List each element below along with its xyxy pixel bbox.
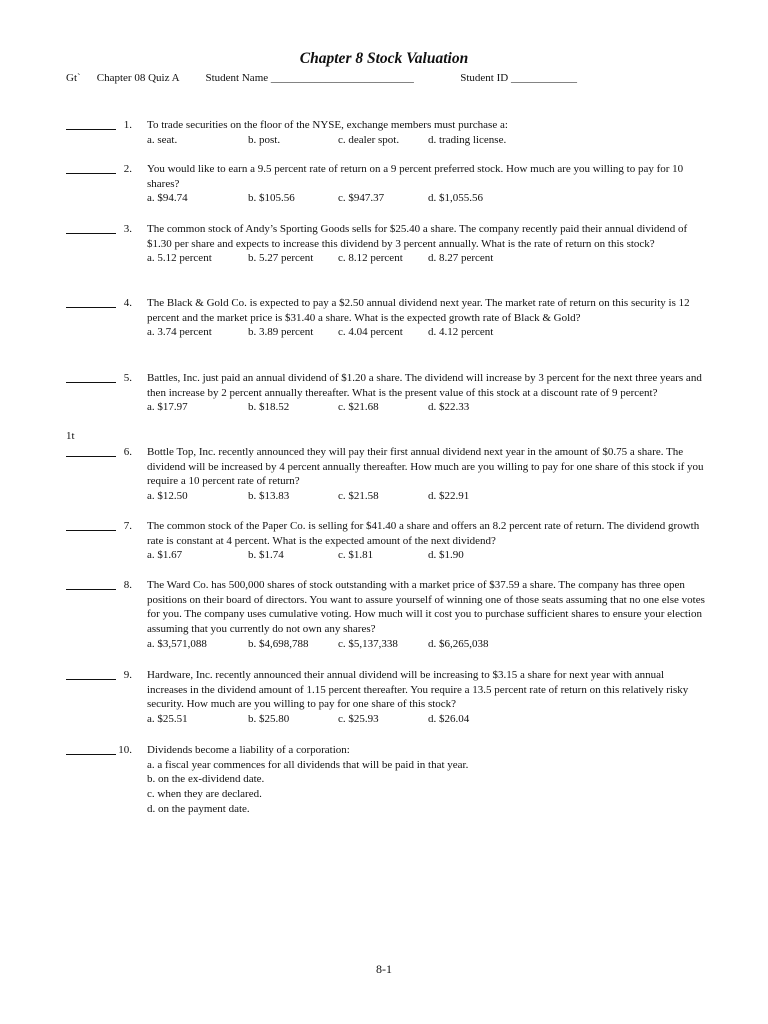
- answer-blank[interactable]: [66, 668, 116, 680]
- question-number: 1.: [123, 119, 132, 131]
- option-c: c. $21.68: [338, 401, 379, 414]
- quiz-header: [66, 72, 577, 84]
- option-a: a. $17.97: [147, 401, 188, 414]
- question-text: You would like to earn a 9.5 percent rate of return on a 9 percent preferred stock. How much are you willing to pay for 10 shares?: [147, 163, 684, 190]
- question-text: To trade securities on the floor of the NYSE, exchange members must purchase a:: [147, 119, 508, 131]
- option-d: d. 8.27 percent: [428, 252, 494, 265]
- option-b: b. $25.80: [248, 713, 290, 726]
- margin-mark: 1t: [66, 430, 75, 442]
- option-d: d. trading license.: [428, 133, 507, 146]
- question-text: The Ward Co. has 500,000 shares of stock outstanding with a market price of $37.59 a share. The company has three open positions on their board of directors. You want to assure yourself of winning one of those seats assuming that no one else votes for you. The company uses cumulative voting. How much will it cost you to purchase sufficient shares to ensure your election assuming that you currently do not own any shares?: [147, 579, 705, 636]
- answer-blank[interactable]: [66, 371, 116, 383]
- option-b: b. post.: [248, 133, 281, 146]
- question-number: 5.: [123, 372, 132, 384]
- option-a: a. a fiscal year commences for all dividends that will be paid in that year.: [147, 758, 469, 771]
- option-a: a. $1.67: [147, 549, 183, 562]
- option-c: c. 4.04 percent: [338, 326, 403, 339]
- option-c: c. $5,137,338: [338, 637, 398, 650]
- page-title: Chapter 8 Stock Valuation: [299, 50, 469, 67]
- option-b: b. $18.52: [248, 401, 290, 414]
- answer-blank[interactable]: [66, 519, 116, 531]
- option-d: d. $26.04: [428, 713, 470, 726]
- option-a: a. 3.74 percent: [147, 326, 212, 339]
- question-text: Hardware, Inc. recently announced their annual dividend will be increasing to $3.15 a share for next year with annual increases in the dividend amount of 1.15 percent thereafter. You require a 13.5 percent rate of return on this relatively risky security. How much are you willing to pay for one share of this stock?: [147, 669, 689, 711]
- option-a: a. $94.74: [147, 192, 188, 205]
- option-a: a. $25.51: [147, 713, 188, 726]
- quiz-label: Chapter 08 Quiz A: [96, 72, 180, 84]
- question-number: 10.: [118, 744, 132, 756]
- option-c: c. 8.12 percent: [338, 252, 403, 265]
- question-text: The common stock of the Paper Co. is selling for $41.40 a share and offers an 8.2 percent rate of return. The dividend growth rate is constant at 4 percent. What is the expected amount of the next dividend?: [147, 520, 700, 547]
- option-d: d. $1.90: [428, 549, 464, 562]
- option-d: d. $22.91: [428, 490, 470, 503]
- option-d: d. $22.33: [428, 401, 470, 414]
- option-b: b. $105.56: [248, 192, 295, 205]
- answer-blank[interactable]: [66, 118, 116, 130]
- option-b: b. $1.74: [248, 549, 284, 562]
- option-a: a. $3,571,088: [147, 637, 207, 650]
- answer-blank[interactable]: [66, 578, 116, 590]
- question-number: 8.: [123, 579, 132, 591]
- option-a: a. 5.12 percent: [147, 252, 212, 265]
- option-d: d. $1,055.56: [428, 192, 483, 205]
- question-text: Battles, Inc. just paid an annual dividend of $1.20 a share. The dividend will increase by 3 percent for the next three years and then increase by 2 percent annually thereafter. What is the present value of this stock at a discount rate of 9 percent?: [147, 372, 702, 399]
- question-number: 3.: [123, 223, 132, 235]
- option-d: d. on the payment date.: [147, 802, 250, 815]
- option-b: b. 3.89 percent: [248, 326, 314, 339]
- option-b: b. $4,698,788: [248, 637, 309, 650]
- option-d: d. $6,265,038: [428, 637, 489, 650]
- page-number: 8-1: [376, 962, 392, 976]
- option-c: c. $1.81: [338, 549, 374, 562]
- option-d: d. 4.12 percent: [428, 326, 494, 339]
- question-text: The common stock of Andy’s Sporting Goods sells for $25.40 a share. The company recently paid their annual dividend of $1.30 per share and expects to increase this dividend by 3 percent annually. What is the rate of return on this stock?: [147, 223, 688, 250]
- option-b: b. 5.27 percent: [248, 252, 314, 265]
- option-b: b. on the ex-dividend date.: [147, 773, 265, 786]
- question-number: 4.: [123, 297, 132, 309]
- question-text: Bottle Top, Inc. recently announced they will pay their first annual dividend next year in the amount of $0.75 a share. The dividend will be increased by 4 percent annually thereafter. How much are you willing to pay for one share of this stock if you require a 10 percent rate of return?: [147, 446, 704, 488]
- option-c: c. dealer spot.: [338, 133, 400, 146]
- question-number: 2.: [123, 163, 132, 175]
- question-number: 6.: [123, 446, 132, 458]
- option-b: b. $13.83: [248, 490, 290, 503]
- answer-blank[interactable]: [66, 445, 116, 457]
- option-a: a. seat.: [147, 133, 178, 146]
- question-text: The Black & Gold Co. is expected to pay a $2.50 annual dividend next year. The market rate of return on this security is 12 percent and the market price is $31.40 a share. What is the expected growth rate of Black & Gold?: [147, 297, 690, 324]
- answer-blank[interactable]: [66, 222, 116, 234]
- option-a: a. $12.50: [147, 490, 188, 503]
- answer-blank[interactable]: [66, 743, 116, 755]
- header-mark: Gt`: [66, 72, 81, 84]
- student-name-field[interactable]: Student Name __________________________: [205, 72, 414, 84]
- question-number: 9.: [123, 669, 132, 681]
- question-number: 7.: [123, 520, 132, 532]
- option-c: c. $947.37: [338, 192, 385, 205]
- student-id-field[interactable]: Student ID ____________: [460, 72, 577, 84]
- option-c: c. $25.93: [338, 713, 379, 726]
- answer-blank[interactable]: [66, 162, 116, 174]
- option-c: c. $21.58: [338, 490, 379, 503]
- answer-blank[interactable]: [66, 296, 116, 308]
- question-text: Dividends become a liability of a corporation:: [147, 744, 350, 756]
- option-c: c. when they are declared.: [147, 788, 262, 801]
